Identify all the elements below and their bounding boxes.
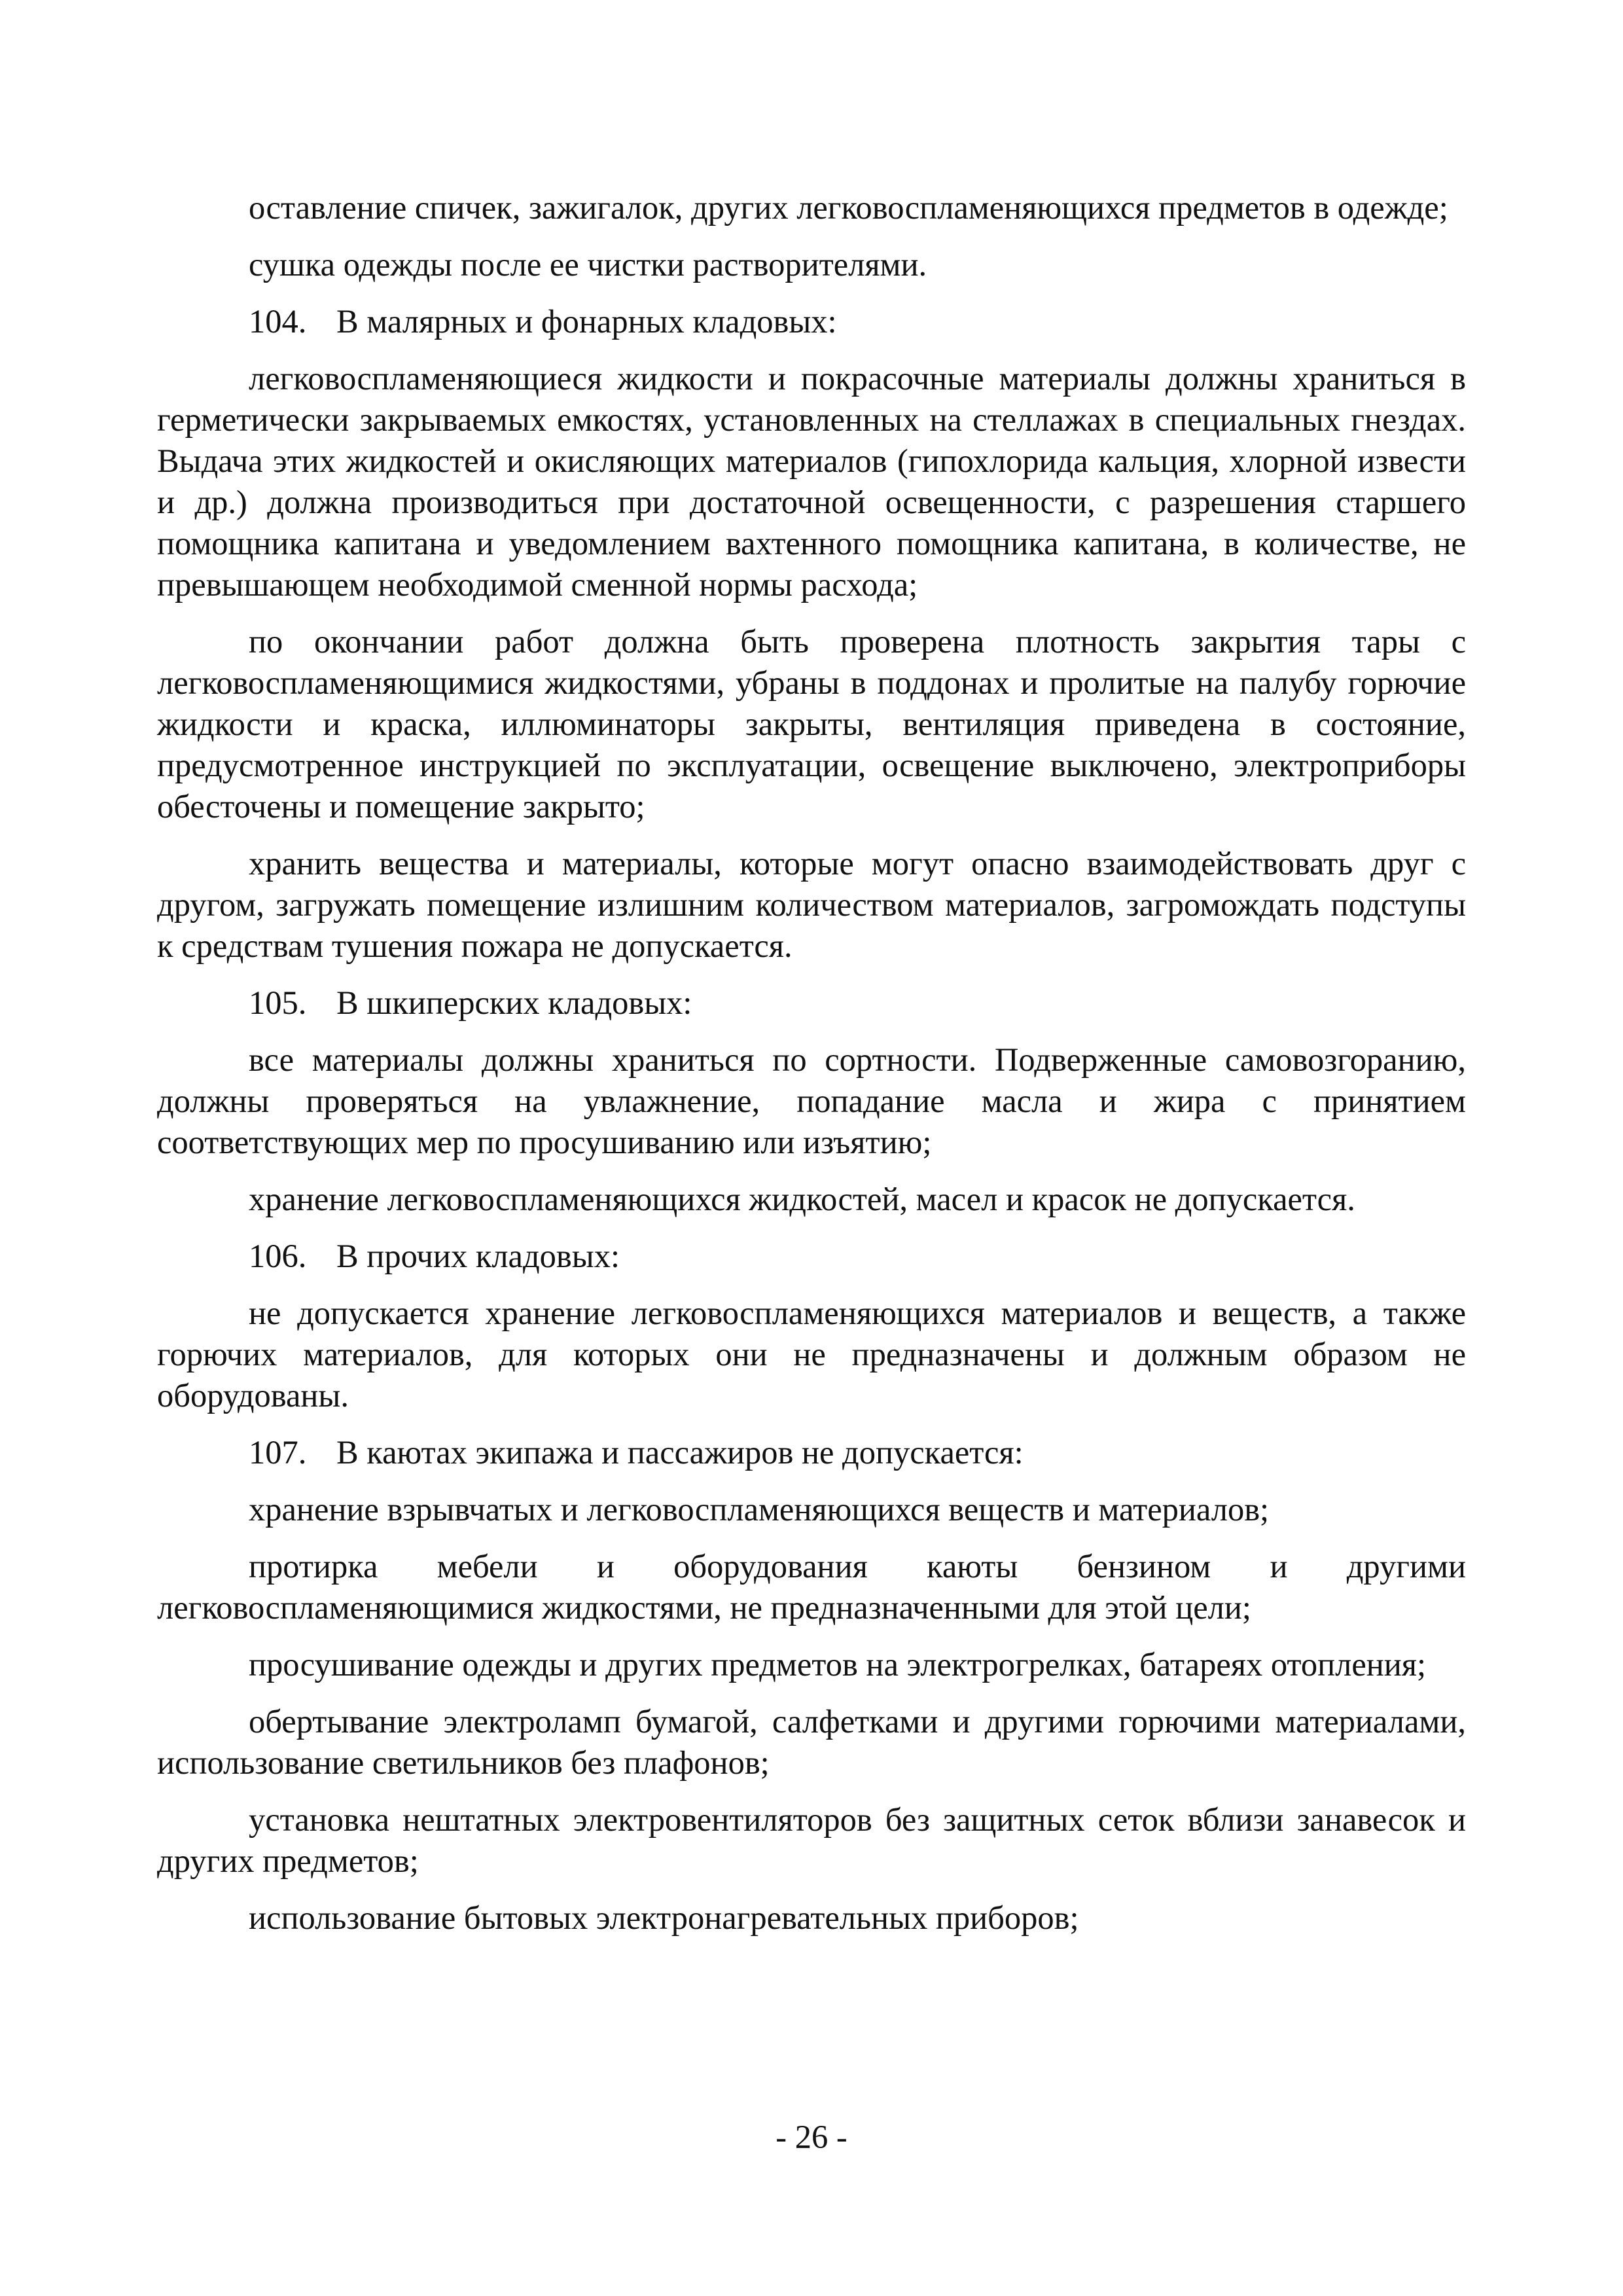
document-body [157, 187, 1466, 1954]
numbered-clause-heading: 106. В прочих кладовых: [157, 1236, 1466, 1277]
paragraph: установка нештатных электровентиляторов без защитных сеток вблизи занавесок и других предметов; [157, 1801, 1466, 1879]
page-number: - 26 - [776, 2119, 847, 2155]
paragraph: использование бытовых электронагревательных приборов; [249, 1899, 1079, 1936]
paragraph: протирка мебели и оборудования каюты бензином и другими легковоспламеняющимися жидкостями, не предназначенными для этой цели; [157, 1548, 1466, 1626]
paragraph: хранение взрывчатых и легковоспламеняющихся веществ и материалов; [249, 1491, 1270, 1528]
clause-number: 107. [249, 1434, 307, 1471]
paragraph: просушивание одежды и других предметов на электрогрелках, батареях отопления; [249, 1646, 1427, 1683]
numbered-clause-heading: 107. В каютах экипажа и пассажиров не допускается: [157, 1432, 1466, 1473]
paragraph: хранение легковоспламеняющихся жидкостей, масел и красок не допускается. [249, 1181, 1355, 1217]
paragraph: легковоспламеняющиеся жидкости и покрасочные материалы должны храниться в герметически закрываемых емкостях, установленных на стеллажах в специальных гнездах. Выдача этих жидкостей и окисляющих материалов (гипохлорида кальция, хлорной извести и др.) должна производиться при достаточной освещенности, с разрешения старшего помощника капитана и уведомлением вахтенного помощника капитана, в количестве, не превышающем необходимой сменной нормы расхода; [157, 360, 1466, 603]
clause-number: 105. [249, 984, 307, 1021]
paragraph: обертывание электроламп бумагой, салфетками и другими горючими материалами, использование светильников без плафонов; [157, 1703, 1466, 1781]
paragraph: не допускается хранение легковоспламеняющихся материалов и веществ, а также горючих материалов, для которых они не предназначены и должным образом не оборудованы. [157, 1295, 1466, 1414]
numbered-clause-heading: 105. В шкиперских кладовых: [157, 982, 1466, 1024]
clause-number: 104. [249, 303, 307, 340]
clause-number: 106. [249, 1238, 307, 1274]
paragraph: по окончании работ должна быть проверена плотность закрытия тары с легковоспламеняющимися жидкостями, убраны в поддонах и пролитые на палубу горючие жидкости и краска, иллюминаторы закрыты, вентиляция приведена в состояние, предусмотренное инструкцией по эксплуатации, освещение выключено, электроприборы обесточены и помещение закрыто; [157, 623, 1466, 825]
numbered-clause-heading: 104. В малярных и фонарных кладовых: [157, 301, 1466, 342]
paragraph: сушка одежды после ее чистки растворителями. [249, 246, 927, 283]
paragraph: хранить вещества и материалы, которые могут опасно взаимодействовать друг с другом, загружать помещение излишним количеством материалов, загромождать подступы к средствам тушения пожара не допускается. [157, 845, 1466, 964]
paragraph: все материалы должны храниться по сортности. Подверженные самовозгоранию, должны проверяться на увлажнение, попадание масла и жира с принятием соответствующих мер по просушиванию или изъятию; [157, 1041, 1466, 1160]
paragraph: оставление спичек, зажигалок, других легковоспламеняющихся предметов в одежде; [249, 189, 1448, 226]
